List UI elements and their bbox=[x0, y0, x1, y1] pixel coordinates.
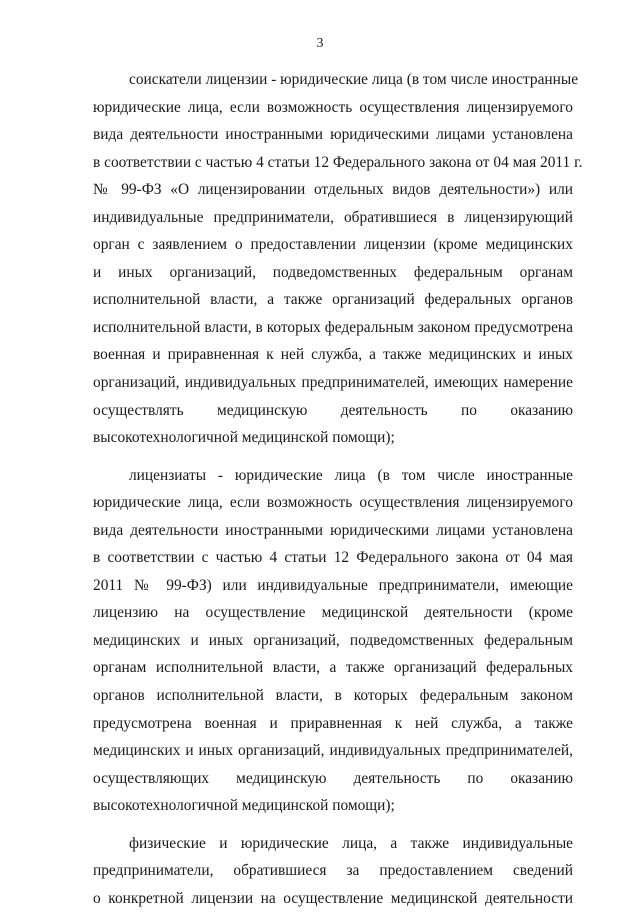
text-line: органам исполнительной власти, а также организаций федеральных bbox=[93, 659, 573, 677]
text-line: исполнительной власти, в которых федеральным законом предусмотрена bbox=[93, 318, 573, 336]
text-line: лицензиаты - юридические лица (в том числе иностранные bbox=[129, 466, 573, 484]
text-line: военная и приравненная к ней служба, а также медицинских и иных bbox=[93, 346, 573, 364]
text-line: органов исполнительной власти, в которых федеральным законом bbox=[93, 687, 573, 705]
text-line: организаций, индивидуальных предпринимателей, имеющих намерение bbox=[93, 374, 573, 392]
document-body bbox=[93, 66, 583, 912]
text-line: в соответствии с частью 4 статьи 12 Федерального закона от 04 мая 2011 г. bbox=[93, 153, 583, 171]
text-line: медицинских и иных организаций, подведомственных федеральным bbox=[93, 631, 573, 649]
text-line: осуществляющих медицинскую деятельность по оказанию bbox=[93, 769, 573, 787]
text-line: предусмотрена военная и приравненная к ней служба, а также bbox=[93, 714, 573, 732]
text-line: вида деятельности иностранными юридическими лицами установлена bbox=[93, 126, 573, 144]
text-line: юридические лица, если возможность осуществления лицензируемого bbox=[93, 98, 573, 116]
text-line: о конкретной лицензии на осуществление медицинской деятельности bbox=[93, 889, 573, 907]
text-line: высокотехнологичной медицинской помощи); bbox=[93, 429, 395, 447]
text-line: медицинских и иных организаций, индивидуальных предпринимателей, bbox=[93, 742, 573, 760]
text-line: лицензию на осуществление медицинской деятельности (кроме bbox=[93, 604, 573, 622]
text-line: физические и юридические лица, а также индивидуальные bbox=[129, 834, 573, 852]
paragraph-licensees bbox=[93, 462, 573, 820]
text-line: орган с заявлением о предоставлении лицензии (кроме медицинских bbox=[93, 236, 573, 254]
text-line: исполнительной власти, а также организаций федеральных органов bbox=[93, 291, 573, 309]
text-line: индивидуальные предприниматели, обратившиеся в лицензирующий bbox=[93, 208, 573, 226]
page-number: 3 bbox=[316, 36, 324, 51]
paragraph-license-applicants bbox=[93, 66, 583, 452]
text-line: предприниматели, обратившиеся за предоставлением сведений bbox=[93, 862, 573, 880]
text-line: высокотехнологичной медицинской помощи); bbox=[93, 797, 395, 815]
text-line: № 99-ФЗ «О лицензировании отдельных видов деятельности») или bbox=[93, 181, 573, 199]
text-line: соискатели лицензии - юридические лица (в том числе иностранные bbox=[129, 71, 579, 88]
text-line: и иных организаций, подведомственных федеральным органам bbox=[93, 263, 573, 281]
paragraph-information-requesters bbox=[93, 830, 573, 912]
text-line: в соответствии с частью 4 статьи 12 Федерального закона от 04 мая bbox=[93, 549, 573, 567]
text-line: 2011 № 99-ФЗ) или индивидуальные предприниматели, имеющие bbox=[93, 576, 573, 594]
text-line: осуществлять медицинскую деятельность по оказанию bbox=[93, 401, 573, 419]
text-line: вида деятельности иностранными юридическими лицами установлена bbox=[93, 521, 573, 539]
text-line: юридические лица, если возможность осуществления лицензируемого bbox=[93, 494, 573, 512]
